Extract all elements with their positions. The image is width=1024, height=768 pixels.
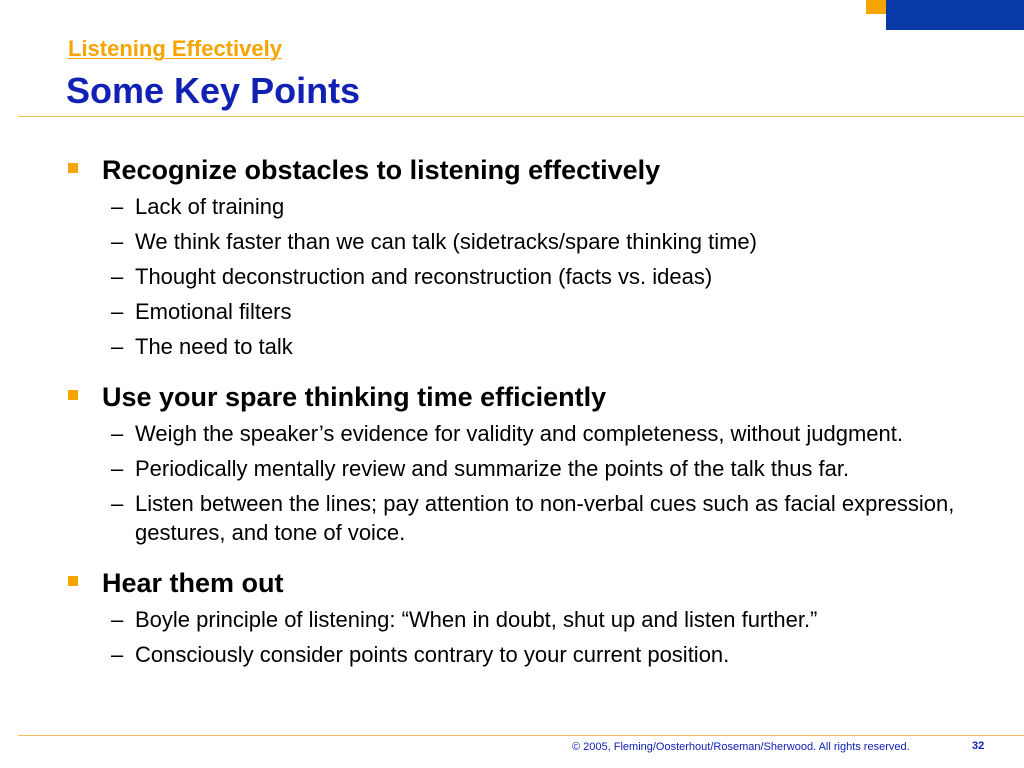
sub-item — [62, 489, 1002, 553]
sub-list — [62, 605, 1002, 675]
sub-item-text: The need to talk — [135, 334, 293, 359]
copyright-text: © 2005, Fleming/Oosterhout/Roseman/Sherwood. All rights reserved. — [572, 741, 910, 753]
sub-item — [62, 605, 1002, 640]
dash-icon: – — [111, 334, 124, 359]
sub-item-text: We think faster than we can talk (sidetracks/spare thinking time) — [135, 229, 757, 254]
corner-orange-block — [866, 0, 886, 14]
dash-icon: – — [111, 456, 124, 481]
header-divider — [18, 116, 1024, 117]
slide-title: Some Key Points — [66, 70, 361, 111]
corner-blue-block — [886, 0, 1024, 30]
square-bullet-icon — [68, 576, 78, 586]
sub-item-text: Lack of training — [135, 194, 285, 219]
sub-item-text: Listen between the lines; pay attention to non-verbal cues such as facial expression, gestures, and tone of voice. — [135, 491, 955, 545]
square-bullet-icon — [68, 163, 78, 173]
dash-icon: – — [111, 264, 124, 289]
slide-subtitle[interactable]: Listening Effectively — [68, 36, 282, 61]
bullet-item — [62, 563, 1002, 603]
dash-icon: – — [111, 194, 124, 219]
sub-item — [62, 454, 1002, 489]
slide-content — [62, 150, 1002, 685]
sub-item — [62, 419, 1002, 454]
sub-item-text: Periodically mentally review and summarize the points of the talk thus far. — [135, 456, 850, 481]
sub-item — [62, 332, 1002, 367]
sub-item — [62, 640, 1002, 675]
sub-item — [62, 227, 1002, 262]
page-number: 32 — [972, 740, 985, 752]
section-obstacles — [62, 150, 1002, 367]
sub-list — [62, 419, 1002, 553]
sub-item — [62, 262, 1002, 297]
dash-icon: – — [111, 229, 124, 254]
sub-item-text: Boyle principle of listening: “When in doubt, shut up and listen further.” — [135, 607, 818, 632]
sub-item-text: Emotional filters — [135, 299, 292, 324]
sub-item-text: Weigh the speaker’s evidence for validity and completeness, without judgment. — [135, 421, 903, 446]
dash-icon: – — [111, 607, 124, 632]
section-hear-out — [62, 563, 1002, 675]
section-spare-time — [62, 377, 1002, 553]
dash-icon: – — [111, 491, 124, 516]
footer-divider — [18, 735, 1024, 736]
sub-item — [62, 192, 1002, 227]
bullet-item — [62, 377, 1002, 417]
dash-icon: – — [111, 642, 124, 667]
sub-list — [62, 192, 1002, 367]
square-bullet-icon — [68, 390, 78, 400]
dash-icon: – — [111, 299, 124, 324]
dash-icon: – — [111, 421, 124, 446]
sub-item-text: Thought deconstruction and reconstruction (facts vs. ideas) — [135, 264, 713, 289]
sub-item-text: Consciously consider points contrary to your current position. — [135, 642, 730, 667]
sub-item — [62, 297, 1002, 332]
bullet-label: Recognize obstacles to listening effectively — [102, 155, 661, 185]
bullet-item — [62, 150, 1002, 190]
bullet-label: Hear them out — [102, 568, 284, 598]
bullet-label: Use your spare thinking time efficiently — [102, 382, 607, 412]
